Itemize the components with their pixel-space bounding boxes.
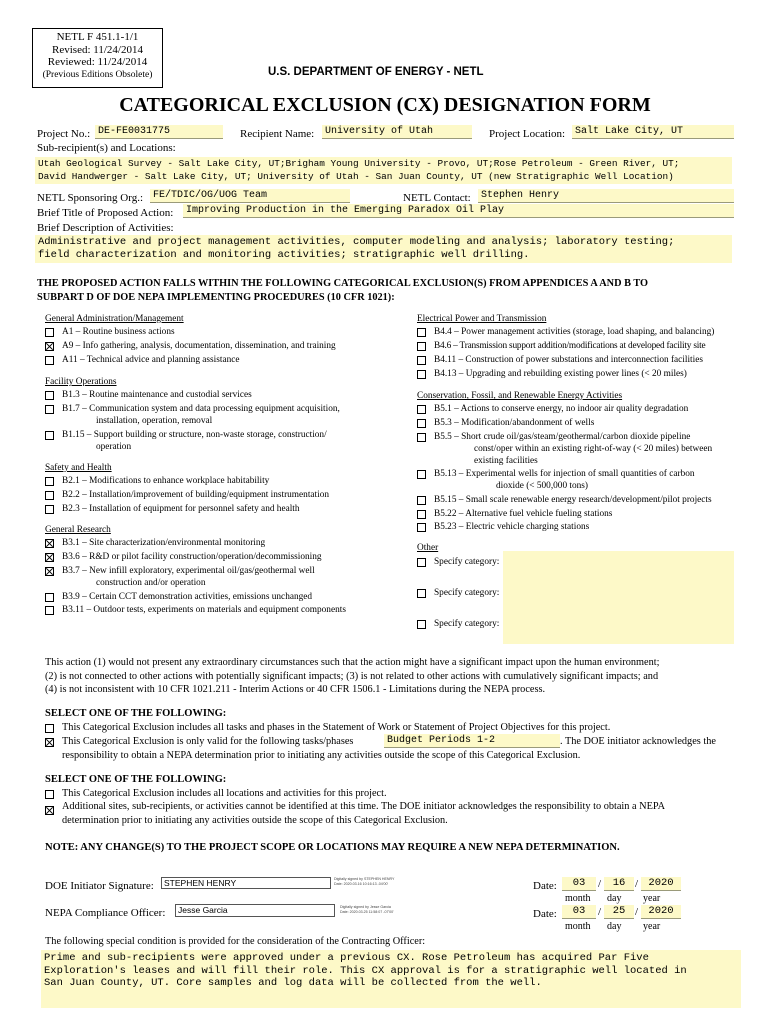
activities-line-1: Administrative and project management activities, computer modeling and analysis; laboratory testing; (38, 236, 675, 248)
page-title: CATEGORICAL EXCLUSION (CX) DESIGNATION FORM (119, 94, 651, 116)
checkbox-a9[interactable] (45, 342, 54, 351)
location-label: Project Location: (489, 128, 566, 140)
date1-day-field[interactable]: 16 (604, 877, 634, 891)
netl-contact-label: NETL Contact: (403, 192, 471, 204)
checkbox-b4-13[interactable] (417, 370, 426, 379)
label-b3-9: B3.9 – Certain CCT demonstration activities, emissions unchanged (62, 592, 313, 602)
section-general-research: General Research (45, 525, 111, 535)
date2-day-caption: day (607, 921, 622, 932)
label-b2-2: B2.2 – Installation/improvement of building/equipment instrumentation (62, 490, 329, 500)
checkbox-b3-6[interactable] (45, 553, 54, 562)
checkbox-additional-sites[interactable] (45, 806, 54, 815)
label-b3-7: B3.7 – New infill exploratory, experimental oil/gas/geothermal well (62, 566, 315, 576)
label-b5-5: B5.5 – Short crude oil/gas/steam/geothermal/carbon dioxide pipeline (434, 432, 691, 442)
project-no-label: Project No.: (37, 128, 91, 140)
section-electrical: Electrical Power and Transmission (417, 314, 547, 324)
form-revised: Revised: 11/24/2014 (52, 43, 143, 56)
date1-month-field[interactable]: 03 (562, 877, 596, 891)
date1-month-caption: month (565, 893, 591, 904)
checkbox-b5-22[interactable] (417, 510, 426, 519)
statement-line-1: This action (1) would not present any extraordinary circumstances such that the action might have a significant impact upon the human environment; (45, 657, 660, 668)
date1-year-caption: year (643, 893, 661, 904)
brief-title-label: Brief Title of Proposed Action: (37, 207, 174, 219)
cx-heading-line-2: SUBPART D OF DOE NEPA IMPLEMENTING PROCEDURES (10 CFR 1021): (37, 292, 395, 303)
label-additional-sites: Additional sites, sub-recipients, or activities cannot be identified at this time. The DOE initiator acknowledges the responsibility to obtain a NEPA (62, 801, 666, 812)
date1-slash-1: / (598, 878, 602, 890)
activities-line-2: field characterization and monitoring activities; stratigraphic well drilling. (38, 249, 530, 261)
checkbox-b4-6[interactable] (417, 342, 426, 351)
checkbox-b5-13[interactable] (417, 470, 426, 479)
date2-month-field[interactable]: 03 (562, 905, 596, 919)
label-b4-11: B4.11 – Construction of power substations and interconnection facilities (434, 355, 703, 365)
label-b1-7-cont: installation, operation, removal (96, 416, 213, 426)
checkbox-b1-7[interactable] (45, 405, 54, 414)
activities-label: Brief Description of Activities: (37, 222, 174, 234)
checkbox-other-3[interactable] (417, 620, 426, 629)
label-only-tasks-post: . The DOE initiator acknowledges the (560, 736, 716, 747)
checkbox-a11[interactable] (45, 356, 54, 365)
cx-heading-line-1: THE PROPOSED ACTION FALLS WITHIN THE FOLLOWING CATEGORICAL EXCLUSION(S) FROM APPENDICES A AND B TO (37, 278, 649, 289)
label-additional-sites-line-2: determination prior to initiating any activities outside the scope of this Categorical Exclusion. (62, 815, 448, 826)
checkbox-b1-3[interactable] (45, 391, 54, 400)
label-b1-15-cont: operation (96, 442, 132, 452)
action-statement (45, 656, 660, 697)
checkbox-b5-15[interactable] (417, 496, 426, 505)
doe-digital-line-2: Date: 2020.03.16 10:16:13 -04'00' (334, 881, 389, 886)
doe-signature-label: DOE Initiator Signature: (45, 880, 154, 892)
label-specify-3: Specify category: (434, 619, 500, 629)
checkbox-a1[interactable] (45, 328, 54, 337)
date-label-1: Date: (533, 880, 557, 892)
checkbox-b2-3[interactable] (45, 505, 54, 514)
project-no-field[interactable]: DE-FE0031775 (95, 125, 223, 139)
other-category-area (503, 551, 734, 644)
special-line-3: San Juan County, UT. Core samples and log data will be collected from the well. (44, 977, 542, 989)
label-b5-15: B5.15 – Small scale renewable energy research/development/pilot projects (434, 495, 712, 505)
section-facility-ops: Facility Operations (45, 377, 117, 387)
checkbox-b5-3[interactable] (417, 419, 426, 428)
label-b4-6: B4.6 – Transmission support addition/modifications at developed facility site (434, 341, 706, 351)
date2-month-caption: month (565, 921, 591, 932)
scope-change-note: NOTE: ANY CHANGE(S) TO THE PROJECT SCOPE OR LOCATIONS MAY REQUIRE A NEW NEPA DETERMINATION. (45, 842, 620, 853)
special-line-1: Prime and sub-recipients were approved under a previous CX. Rose Petroleum has acquired Par Five (44, 952, 649, 964)
label-b3-6: B3.6 – R&D or pilot facility construction/operation/decommissioning (62, 552, 322, 562)
label-b1-15: B1.15 – Support building or structure, non-waste storage, construction/ (62, 430, 327, 440)
label-b3-7-cont: construction and/or operation (96, 578, 206, 588)
location-field[interactable]: Salt Lake City, UT (572, 125, 734, 139)
recipient-label: Recipient Name: (240, 128, 315, 140)
nepa-digital-line-1: Digitally signed by Jesse Garcia (340, 905, 391, 909)
label-b5-1: B5.1 – Actions to conserve energy, no indoor air quality degradation (434, 404, 689, 414)
label-b3-11: B3.11 – Outdoor tests, experiments on materials and equipment components (62, 605, 346, 615)
subrecipients-label: Sub-recipient(s) and Locations: (37, 142, 176, 154)
form-number: NETL F 451.1-1/1 (56, 31, 139, 43)
label-b5-5-cont: const/oper within an existing right-of-way (< 20 miles) between (474, 444, 713, 454)
doe-digital-signature (334, 877, 394, 886)
nepa-digital-line-2: Date: 2020.03.25 11:58:07 -07'00' (340, 909, 394, 914)
doe-signature-field[interactable] (161, 877, 331, 889)
checkbox-b1-15[interactable] (45, 431, 54, 440)
special-condition-field[interactable] (41, 950, 741, 1008)
nepa-signature-name: Jesse Garcia (178, 905, 228, 915)
label-b4-13: B4.13 – Upgrading and rebuilding existing power lines (< 20 miles) (434, 369, 687, 379)
label-all-locations: This Categorical Exclusion includes all locations and activities for this project. (62, 788, 387, 799)
label-b5-22: B5.22 – Alternative fuel vehicle fueling stations (434, 509, 613, 519)
nepa-digital-signature (340, 905, 394, 914)
section-other: Other (417, 543, 439, 553)
date2-slash-1: / (598, 906, 602, 918)
checkbox-b5-1[interactable] (417, 405, 426, 414)
checkbox-only-tasks[interactable] (45, 738, 54, 747)
doe-digital-line-1: Digitally signed by STEPHEN HENRY (334, 877, 395, 881)
tasks-phases-field[interactable]: Budget Periods 1-2 (384, 734, 560, 748)
label-b3-1: B3.1 – Site characterization/environmental monitoring (62, 538, 266, 548)
section-conservation: Conservation, Fossil, and Renewable Energy Activities (417, 391, 623, 401)
select-heading-2: SELECT ONE OF THE FOLLOWING: (45, 774, 227, 785)
checkbox-b3-7[interactable] (45, 567, 54, 576)
checkbox-other-1[interactable] (417, 558, 426, 567)
label-a11: A11 – Technical advice and planning assistance (62, 355, 240, 365)
checkbox-b3-11[interactable] (45, 606, 54, 615)
sponsoring-org-label: NETL Sponsoring Org.: (37, 192, 144, 204)
form-obsolete-note: (Previous Editions Obsolete) (42, 69, 153, 80)
label-all-tasks: This Categorical Exclusion includes all tasks and phases in the Statement of Work or Statement of Project Objectives for this project. (62, 722, 611, 733)
form-id-box (32, 28, 163, 88)
label-b4-4: B4.4 – Power management activities (storage, load shaping, and balancing) (434, 327, 715, 337)
statement-line-3: (4) is not inconsistent with 10 CFR 1021.211 - Interim Actions or 40 CFR 1506.1 - Limitations during the NEPA process. (45, 684, 546, 695)
select-heading-1: SELECT ONE OF THE FOLLOWING: (45, 708, 227, 719)
label-b2-1: B2.1 – Modifications to enhance workplace habitability (62, 476, 270, 486)
label-only-tasks: This Categorical Exclusion is only valid for the following tasks/phases (62, 736, 354, 747)
checkbox-all-locations[interactable] (45, 790, 54, 799)
subrecipients-field[interactable] (35, 157, 732, 184)
checkbox-other-2[interactable] (417, 589, 426, 598)
date2-slash-2: / (635, 906, 639, 918)
checkbox-b3-1[interactable] (45, 539, 54, 548)
label-b5-13: B5.13 – Experimental wells for injection of small quantities of carbon (434, 469, 695, 479)
date1-slash-2: / (635, 878, 639, 890)
checkbox-b3-9[interactable] (45, 593, 54, 602)
label-b5-3: B5.3 – Modification/abandonment of wells (434, 418, 595, 428)
brief-title-field[interactable]: Improving Production in the Emerging Paradox Oil Play (183, 204, 734, 218)
label-a1: A1 – Routine business actions (62, 327, 175, 337)
label-specify-2: Specify category: (434, 588, 500, 598)
label-b5-13-cont: dioxide (< 500,000 tons) (496, 481, 589, 491)
section-safety-health: Safety and Health (45, 463, 112, 473)
doe-signature-name: STEPHEN HENRY (164, 878, 237, 888)
label-specify-1: Specify category: (434, 557, 500, 567)
checkbox-b4-4[interactable] (417, 328, 426, 337)
recipient-field[interactable]: University of Utah (322, 125, 472, 139)
date2-day-field[interactable]: 25 (604, 905, 634, 919)
form-reviewed: Reviewed: 11/24/2014 (47, 56, 148, 68)
date1-day-caption: day (607, 893, 622, 904)
subrecipients-line-1: Utah Geological Survey - Salt Lake City, UT;Brigham Young University - Provo, UT;Rose Petroleum - Green River, UT; (38, 158, 680, 169)
subrecipients-line-2: David Handwerger - Salt Lake City, UT; University of Utah - San Juan County, UT (new Stratigraphic Well Location) (38, 170, 674, 182)
nepa-officer-label: NEPA Compliance Officer: (45, 907, 166, 919)
label-only-tasks-line-2: responsibility to obtain a NEPA determination prior to initiating any activities outside the scope of this Categorical Exclusion. (62, 750, 581, 761)
date1-year-field[interactable]: 2020 (641, 877, 681, 891)
department-heading: U.S. DEPARTMENT OF ENERGY - NETL (268, 66, 484, 78)
label-b5-5-cont-2: existing facilities (474, 456, 538, 466)
checkbox-b2-1[interactable] (45, 477, 54, 486)
date2-year-field[interactable]: 2020 (641, 905, 681, 919)
label-b5-23: B5.23 – Electric vehicle charging stations (434, 522, 590, 532)
date-label-2: Date: (533, 908, 557, 920)
sponsoring-org-field[interactable]: FE/TDIC/OG/UOG Team (150, 189, 350, 203)
special-condition-label: The following special condition is provided for the consideration of the Contracting Officer: (45, 936, 426, 947)
checkbox-all-tasks[interactable] (45, 724, 54, 733)
label-b1-3: B1.3 – Routine maintenance and custodial services (62, 390, 252, 400)
netl-contact-field[interactable]: Stephen Henry (478, 189, 734, 203)
checkbox-b4-11[interactable] (417, 356, 426, 365)
date2-year-caption: year (643, 921, 661, 932)
label-b2-3: B2.3 – Installation of equipment for personnel safety and health (62, 504, 300, 514)
label-a9: A9 – Info gathering, analysis, documentation, dissemination, and training (62, 341, 336, 351)
special-line-2: Exploration's leases and will fill their role. This CX approval is for a stratigraphic well located in (44, 964, 687, 977)
checkbox-b5-5[interactable] (417, 433, 426, 442)
checkbox-b5-23[interactable] (417, 523, 426, 532)
section-general-admin: General Administration/Management (45, 314, 184, 324)
label-b1-7: B1.7 – Communication system and data processing equipment acquisition, (62, 404, 340, 414)
activities-field[interactable] (35, 235, 732, 263)
checkbox-b2-2[interactable] (45, 491, 54, 500)
statement-line-2: (2) is not connected to other actions with potentially significant impacts; (3) is not related to other actions with cumulatively significant impacts; and (45, 670, 659, 682)
nepa-signature-field[interactable] (175, 904, 335, 917)
